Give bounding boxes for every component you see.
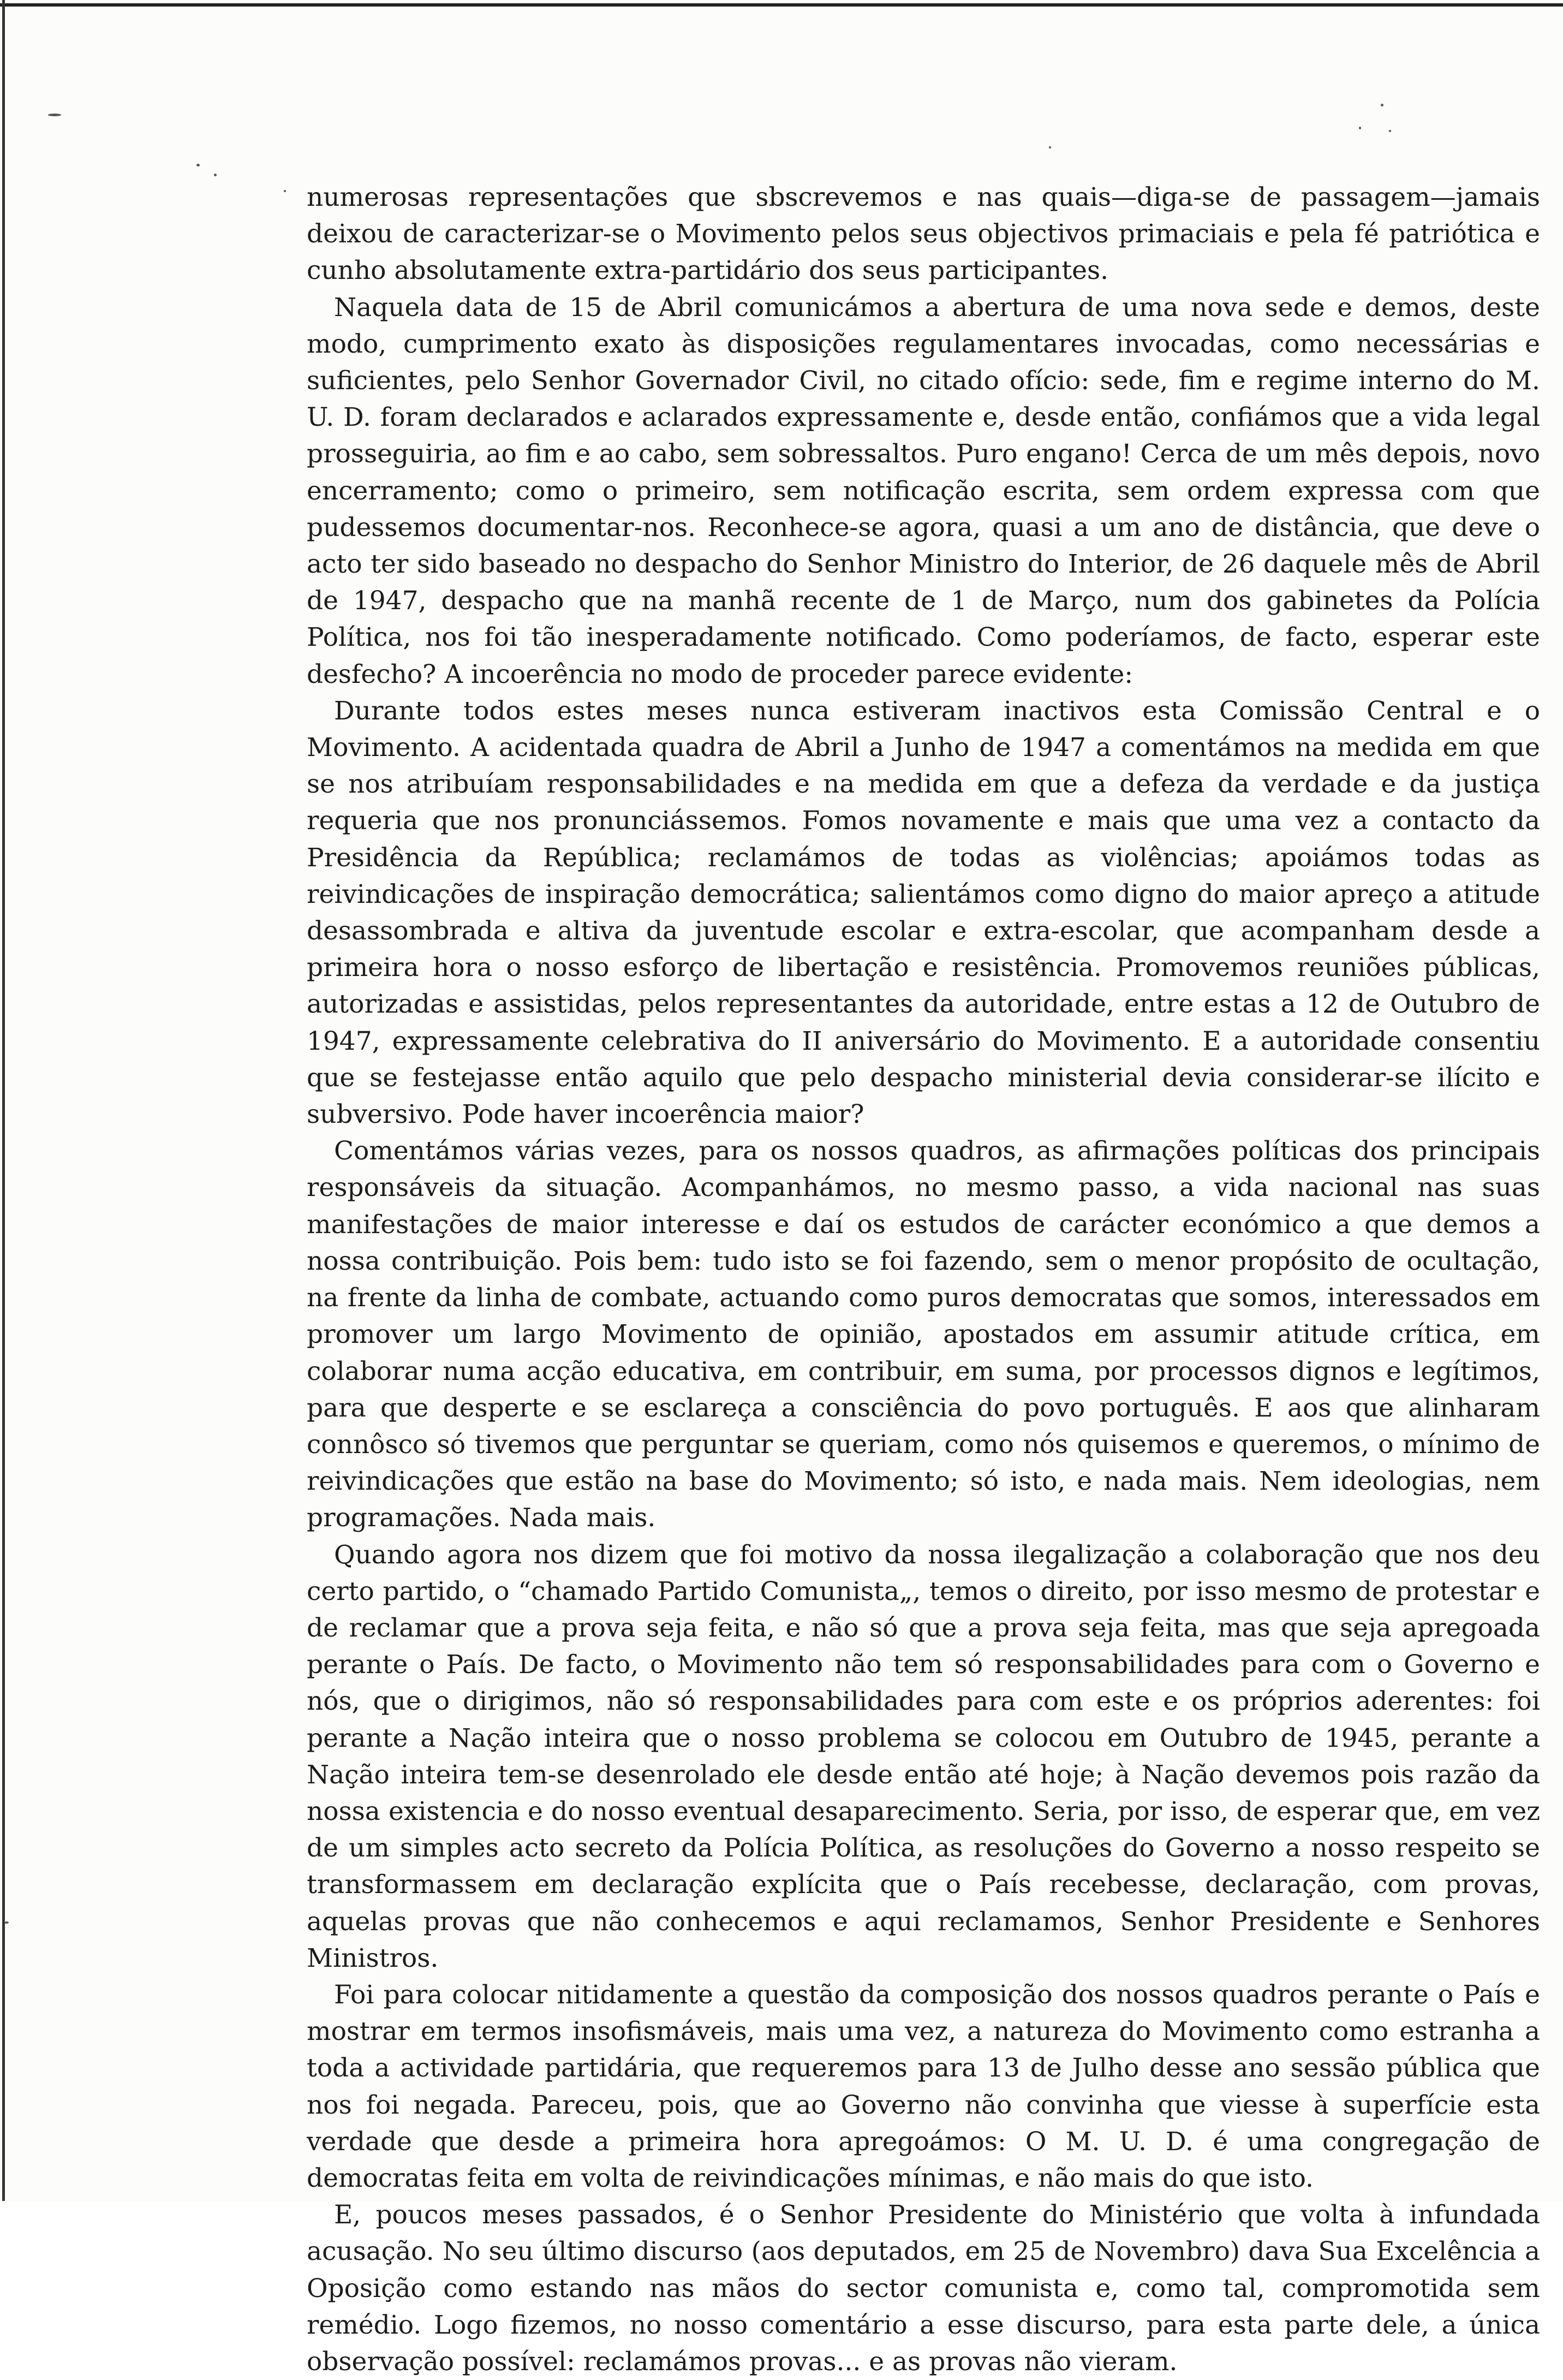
paragraph: numerosas representações que sbscrevemos e nas quais—diga-se de passagem—jamais deixou de caracterizar-se o Movimento pelos seus objectivos primaciais e pela fé patriótica e cunho absolutamente extra-partidário dos seus participantes. [307, 182, 1540, 286]
scan-speck [1359, 127, 1361, 129]
paragraph: Comentámos várias vezes, para os nossos quadros, as afirmações políticas dos principais responsáveis da situação. Acompanhámos, no mesmo passo, a vida nacional nas suas manifestações de maior interesse e daí os estudos de carácter económico a que demos a nossa contribuição. Pois bem: tudo isto se foi fazendo, sem o menor propósito de ocultação, na frente da linha de combate, actuando como puros democratas que somos, interessados em promover um largo Movimento de opinião, apostados em assumir atitude crítica, em colaborar numa acção educativa, em contribuir, em suma, por processos dignos e legítimos, para que desperte e se esclareça a consciência do povo português. E aos que alinharam connôsco só tivemos que perguntar se queriam, como nós quisemos e queremos, o mínimo de reivindicações que estão na base do Movimento; só isto, e nada mais. Nem ideologias, nem programações. Nada mais. [307, 1136, 1540, 1533]
page-left-border [2, 0, 5, 2201]
paragraph: Naquela data de 15 de Abril comunicámos a abertura de uma nova sede e demos, deste modo, cumprimento exato às disposições regulamentares invocadas, como necessárias e suficientes, pelo Senhor Governador Civil, no citado ofício: sede, fim e regime interno do M. U. D. foram declarados e aclarados expressamente e, desde então, confiámos que a vida legal prosseguiria, ao fim e ao cabo, sem sobressaltos. Puro engano! Cerca de um mês depois, novo encerramento; como o primeiro, sem notificação escrita, sem ordem expressa com que pudessemos documentar-nos. Reconhece-se agora, quasi a um ano de distância, que deve o acto ter sido baseado no despacho do Senhor Ministro do Interior, de 26 daquele mês de Abril de 1947, despacho que na manhã recente de 1 de Março, num dos gabinetes da Polícia Política, nos foi tão inesperadamente notificado. Como poderíamos, de facto, esperar este desfecho? A incoerência no modo de proceder parece evidente: [307, 292, 1540, 689]
page-top-border [0, 3, 1563, 7]
scan-speck [1389, 130, 1391, 132]
document-body [307, 179, 1540, 2380]
scan-speck [1381, 104, 1383, 106]
scan-speck [48, 114, 61, 116]
scan-speck [284, 190, 286, 192]
scan-speck [1049, 146, 1051, 148]
scan-speck [196, 164, 200, 166]
scan-speck [4, 1921, 9, 1924]
paragraph: E, poucos meses passados, é o Senhor Presidente do Ministério que volta à infundada acusação. No seu último discurso (aos deputados, em 25 de Novembro) dava Sua Excelência a Oposição como estando nas mãos do sector comunista e, como tal, compromotida sem remédio. Logo fizemos, no nosso comentário a esse discurso, para esta parte dele, a única observação possível: reclamámos provas... e as provas não vieram. [307, 2200, 1540, 2377]
paragraph: Quando agora nos dizem que foi motivo da nossa ilegalização a colaboração que nos deu certo partido, o “chamado Partido Comunista„, temos o direito, por isso mesmo de protestar e de reclamar que a prova seja feita, e não só que a prova seja feita, mas que seja apregoada perante o País. De facto, o Movimento não tem só responsabilidades para com o Governo e nós, que o dirigimos, não só responsabilidades para com este e os próprios aderentes: foi perante a Nação inteira que o nosso problema se colocou em Outubro de 1945, perante a Nação inteira tem-se desenrolado ele desde então até hoje; à Nação devemos pois razão da nossa existencia e do nosso eventual desaparecimento. Seria, por isso, de esperar que, em vez de um simples acto secreto da Polícia Política, as resoluções do Governo a nosso respeito se transformassem em declaração explícita que o País recebesse, declaração, com provas, aquelas provas que não conhecemos e aqui reclamamos, Senhor Presidente e Senhores Ministros. [307, 1539, 1540, 1973]
paragraph: Foi para colocar nitidamente a questão da composição dos nossos quadros perante o País e mostrar em termos insofismáveis, mais uma vez, a natureza do Movimento como estranha a toda a actividade partidária, que requeremos para 13 de Julho desse ano sessão pública que nos foi negada. Pareceu, pois, que ao Governo não convinha que viesse à superfície esta verdade que desde a primeira hora apregoámos: O M. U. D. é uma congregação de democratas feita em volta de reivindicações mínimas, e não mais do que isto. [307, 1979, 1540, 2193]
paragraph: Durante todos estes meses nunca estiveram inactivos esta Comissão Central e o Movimento. A acidentada quadra de Abril a Junho de 1947 a comentámos na medida em que se nos atribuíam responsabilidades e na medida em que a defeza da verdade e da justiça requeria que nos pronunciássemos. Fomos novamente e mais que uma vez a contacto da Presidência da República; reclamámos de todas as violências; apoiámos todas as reivindicações de inspiração democrática; salientámos como digno do maior apreço a atitude desassombrada e altiva da juventude escolar e extra-escolar, que acompanham desde a primeira hora o nosso esforço de libertação e resistência. Promovemos reuniões públicas, autorizadas e assistidas, pelos representantes da autoridade, entre estas a 12 de Outubro de 1947, expressamente celebrativa do II aniversário do Movimento. E a autoridade consentiu que se festejasse então aquilo que pelo despacho ministerial devia considerar-se ilícito e subversivo. Pode haver incoerência maior? [307, 695, 1540, 1130]
scan-speck [214, 174, 217, 176]
